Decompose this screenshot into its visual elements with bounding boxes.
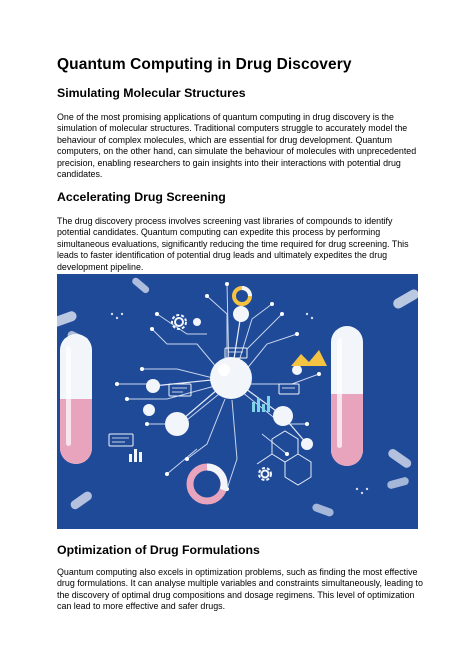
sphere-highlight [218,364,230,376]
section-body-optimization: Quantum computing also excels in optimization problems, such as finding the most effective drug formulations. It can analyse multiple variables and constraints simultaneously, leading to the discovery of optimal drug compositions and dosage regimens. This level of optimization can lead to more effective and safer drugs. [57,567,423,612]
illustration-svg [57,274,418,529]
page-title: Quantum Computing in Drug Discovery [57,56,352,73]
section-body-screening: The drug discovery process involves screening vast libraries of compounds to identify potential candidates. Quantum computing can expedite this process by performing simultaneous evaluations, significantly reducing the time required for drug screening. This leads to faster identification of potential drug leads and ultimately expedites the drug development pipeline. [57,216,409,272]
section-heading-optimization: Optimization of Drug Formulations [57,543,260,557]
section-heading-simulating: Simulating Molecular Structures [57,86,246,100]
section-body-simulating: One of the most promising applications of quantum computing in drug discovery is the simulation of molecular structures. Traditional computers struggle to accurately model the behaviour of complex molecules, which are essential for drug development. Quantum computers, on the other hand, can simulate the behaviour of molecules with unprecedented precision, enabling researchers to gain insights into their interactions with potential drug candidates. [57,112,417,180]
capsule-icon [60,334,92,464]
capsule-icon [331,326,363,466]
drug-discovery-illustration [57,274,418,529]
section-heading-screening: Accelerating Drug Screening [57,190,226,204]
